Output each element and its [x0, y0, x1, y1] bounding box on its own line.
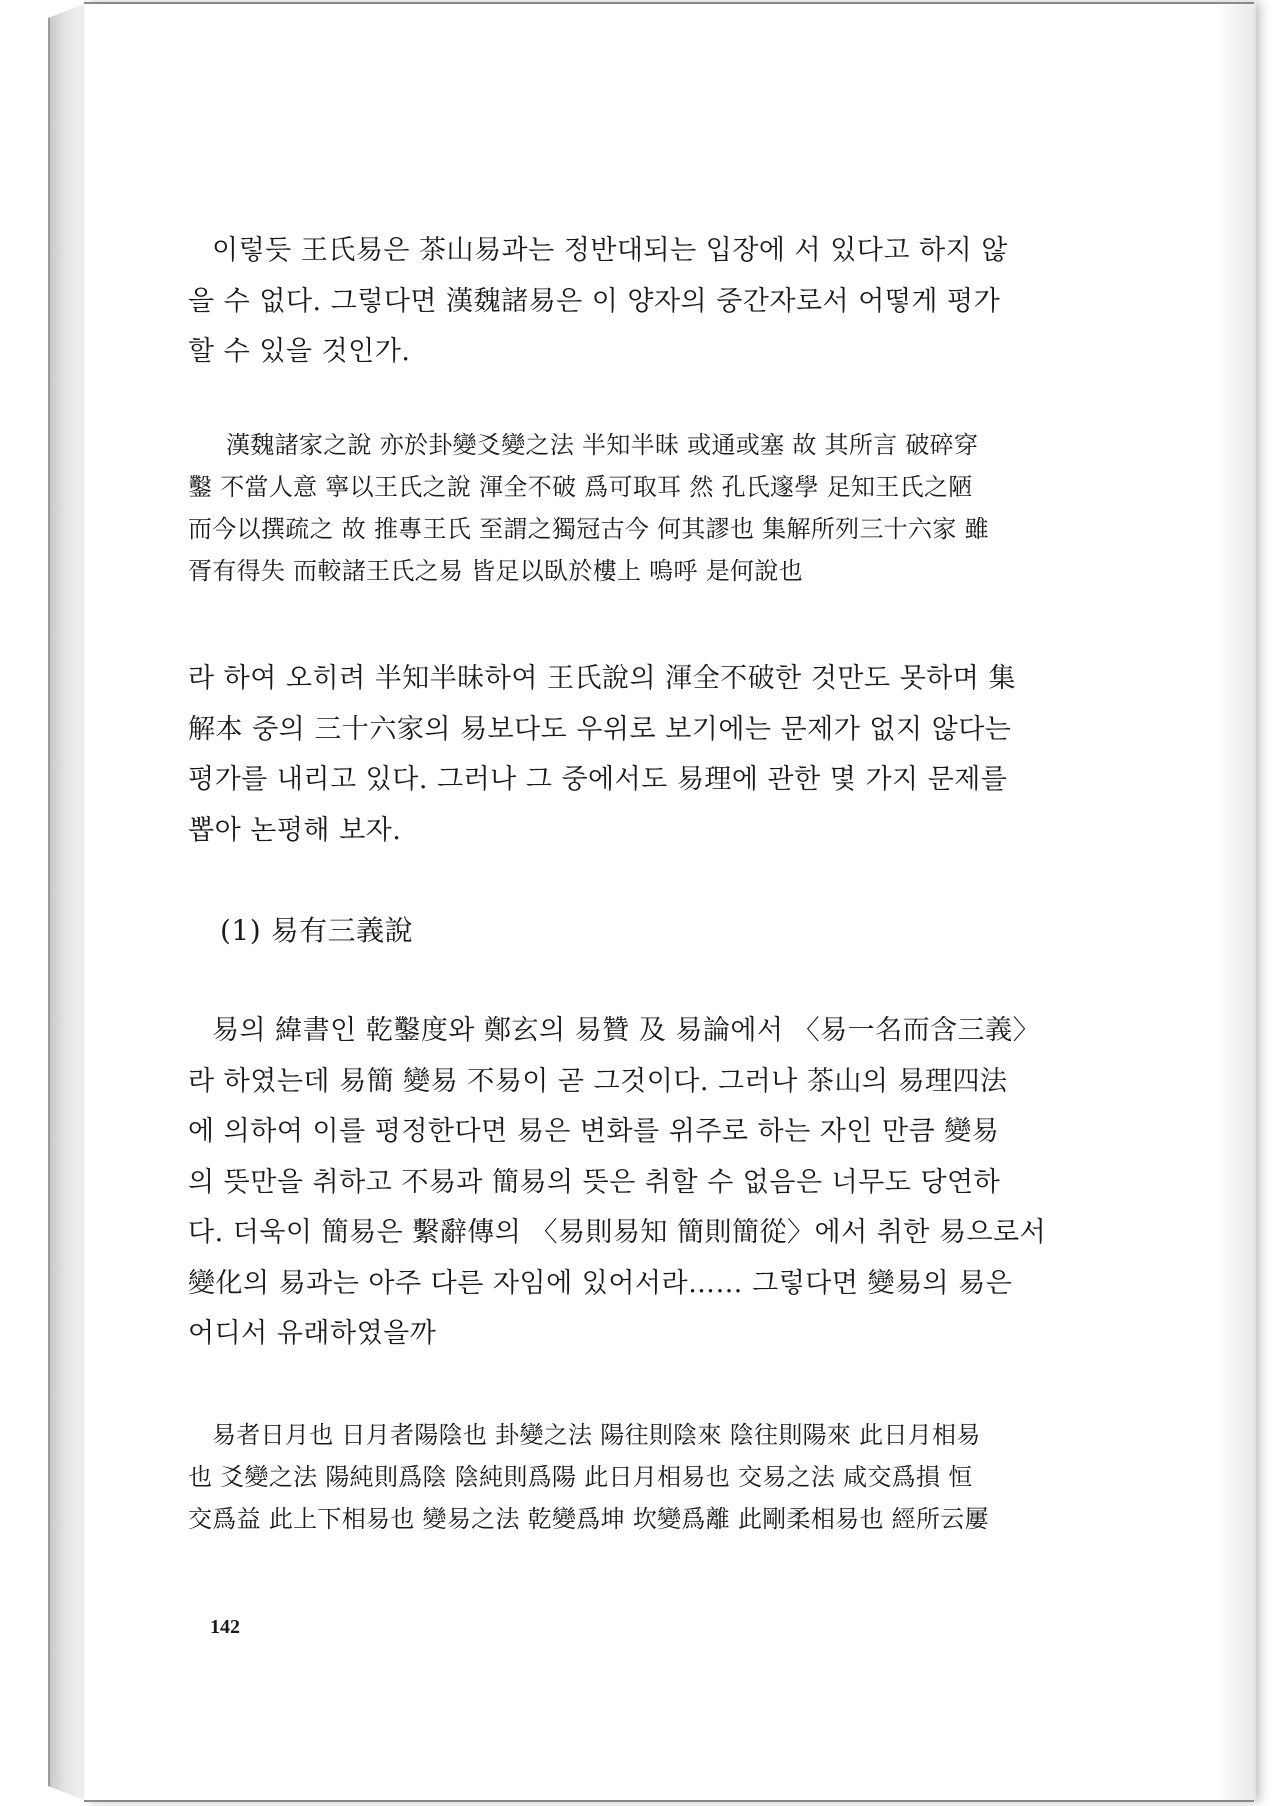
book-edge — [48, 4, 84, 1800]
paragraph-3-line: 라 하였는데 易簡 變易 不易이 곧 그것이다. 그러나 茶山의 易理四法 — [188, 1065, 1008, 1097]
paragraph-2-line: 解本 중의 三十六家의 易보다도 우위로 보기에는 문제가 없지 않다는 — [188, 713, 1012, 745]
paragraph-3-line: 다. 더욱이 簡易은 繫辭傳의 〈易則易知 簡則簡從〉에서 취한 易으로서 — [188, 1217, 1047, 1248]
quotation-2-line: 交爲益 此上下相易也 變易之法 乾變爲坤 坎變爲離 此剛柔相易也 經所云屢 — [188, 1505, 989, 1533]
quotation-1-line: 鑿 不當人意 寧以王氏之說 渾全不破 爲可取耳 然 孔氏邃學 足知王氏之陋 — [188, 473, 973, 501]
paragraph-3 — [188, 1006, 1098, 1360]
paragraph-2 — [188, 654, 1098, 856]
section-heading: (1) 易有三義說 — [220, 914, 414, 947]
paragraph-1-line: 할 수 있을 것인가. — [188, 336, 411, 367]
paragraph-2-line: 평가를 내리고 있다. 그러나 그 중에서도 易理에 관한 몇 가지 문제를 — [188, 764, 1008, 795]
paragraph-2-line: 뽑아 논평해 보자. — [188, 814, 402, 846]
quotation-1-line: 而今以撰疏之 故 推專王氏 至謂之獨冠古今 何其謬也 集解所列三十六家 雖 — [188, 515, 989, 543]
paragraph-1 — [188, 226, 1098, 378]
paragraph-3-line: 變化의 易과는 아주 다른 자임에 있어서라…… 그렇다면 變易의 易은 — [188, 1267, 1013, 1299]
paragraph-3-line: 易의 緯書인 乾鑿度와 鄭玄의 易贊 及 易論에서 〈易一名而含三義〉 — [212, 1015, 1041, 1046]
book-page — [84, 2, 1254, 1802]
page-number: 142 — [210, 1616, 240, 1638]
paragraph-3-line: 어디서 유래하였을까 — [188, 1318, 437, 1349]
quotation-1-line: 漢魏諸家之說 亦於卦變爻變之法 半知半昧 或通或塞 故 其所言 破碎穿 — [226, 431, 979, 459]
paragraph-2-line: 라 하여 오히려 半知半昧하여 王氏說의 渾全不破한 것만도 못하며 集 — [188, 663, 1016, 694]
quotation-1 — [188, 424, 1098, 592]
paragraph-1-line: 을 수 없다. 그렇다면 漢魏諸易은 이 양자의 중간자로서 어떻게 평가 — [188, 285, 1001, 317]
quotation-2-line: 也 爻變之法 陽純則爲陰 陰純則爲陽 此日月相易也 交易之法 咸交爲損 恒 — [188, 1463, 973, 1491]
paragraph-3-line: 에 의하여 이를 평정한다면 易은 변화를 위주로 하는 자인 만큼 變易 — [188, 1116, 1000, 1147]
quotation-2 — [188, 1414, 1098, 1540]
paragraph-1-line: 이렇듯 王氏易은 茶山易과는 정반대되는 입장에 서 있다고 하지 않 — [212, 235, 1008, 266]
quotation-1-line: 胥有得失 而較諸王氏之易 皆足以臥於樓上 嗚呼 是何說也 — [188, 557, 803, 585]
paragraph-3-line: 의 뜻만을 취하고 不易과 簡易의 뜻은 취할 수 없음은 너무도 당연하 — [188, 1166, 1001, 1198]
quotation-2-line: 易者日月也 日月者陽陰也 卦變之法 陽往則陰來 陰往則陽來 此日月相易 — [212, 1421, 981, 1449]
